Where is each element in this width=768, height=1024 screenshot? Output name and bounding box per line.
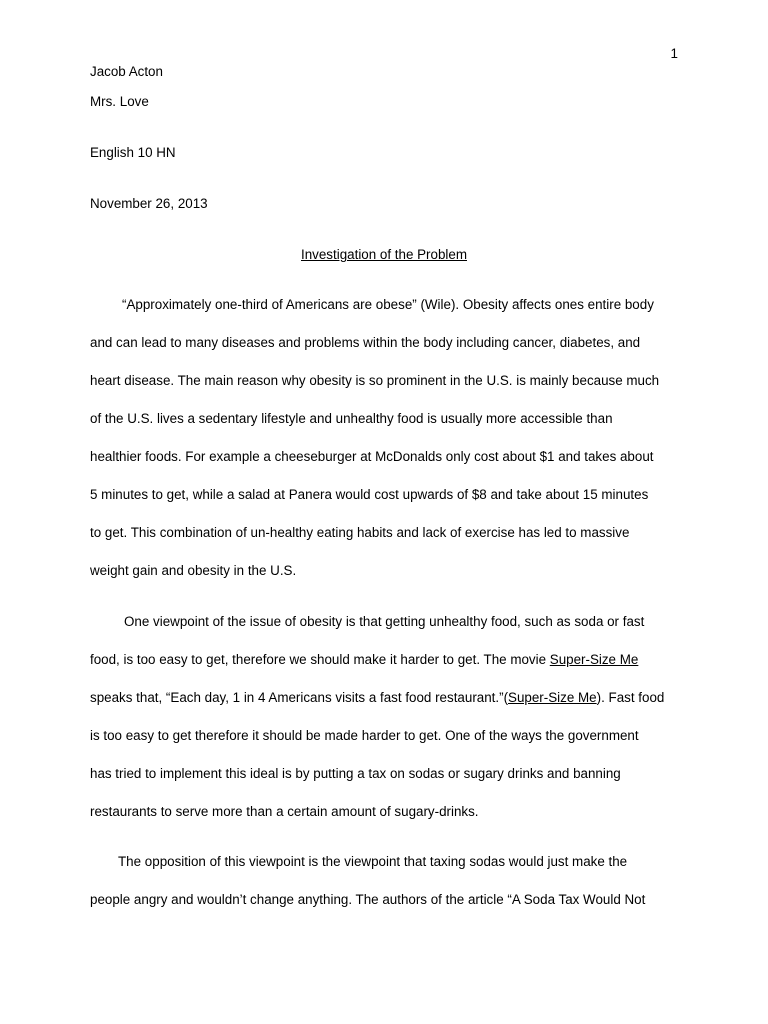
paragraph-2-line-3 [90, 690, 664, 705]
paragraph-1-line-5: healthier foods. For example a cheeseburger at McDonalds only cost about $1 and takes about [90, 449, 654, 464]
paragraph-3-line-2: people angry and wouldn’t change anything. The authors of the article “A Soda Tax Would Not [90, 892, 646, 907]
essay-title-text: Investigation of the Problem [301, 247, 467, 262]
essay-title [0, 247, 768, 262]
paragraph-1-line-7: to get. This combination of un-healthy eating habits and lack of exercise has led to massive [90, 525, 630, 540]
paragraph-2-line-6: restaurants to serve more than a certain amount of sugary-drinks. [90, 804, 479, 819]
document-date: November 26, 2013 [90, 196, 208, 211]
paragraph-2-line-2-text: food, is too easy to get, therefore we should make it harder to get. The movie [90, 652, 550, 667]
student-name: Jacob Acton [90, 64, 163, 79]
teacher-name: Mrs. Love [90, 94, 149, 109]
paragraph-2-line-4: is too easy to get therefore it should be made harder to get. One of the ways the government [90, 728, 639, 743]
paragraph-1-line-2: and can lead to many diseases and problems within the body including cancer, diabetes, and [90, 335, 641, 350]
paragraph-2-line-5: has tried to implement this ideal is by putting a tax on sodas or sugary drinks and banning [90, 766, 621, 781]
movie-citation: Super-Size Me [508, 690, 597, 705]
movie-title: Super-Size Me [549, 652, 639, 667]
page-number: 1 [670, 46, 678, 61]
paragraph-1-line-8: weight gain and obesity in the U.S. [90, 563, 297, 578]
paragraph-3-line-1: The opposition of this viewpoint is the viewpoint that taxing sodas would just make the [118, 854, 628, 869]
paragraph-1-line-3: heart disease. The main reason why obesity is so prominent in the U.S. is mainly because much [90, 373, 660, 388]
paragraph-1-line-1: “Approximately one-third of Americans are obese” (Wile). Obesity affects ones entire body [122, 297, 654, 312]
paragraph-1-line-4: of the U.S. lives a sedentary lifestyle and unhealthy food is usually more accessible than [90, 411, 613, 426]
paragraph-2-line-3-text: speaks that, “Each day, 1 in 4 Americans visits a fast food restaurant.”( [90, 690, 509, 705]
paragraph-1-line-6: 5 minutes to get, while a salad at Panera would cost upwards of $8 and take about 15 minutes [90, 487, 649, 502]
paragraph-2-line-3-tail: ). Fast food [596, 690, 665, 705]
paragraph-2-line-2 [90, 652, 638, 667]
paragraph-2-line-1: One viewpoint of the issue of obesity is that getting unhealthy food, such as soda or fast [124, 614, 645, 629]
course-name: English 10 HN [90, 145, 176, 160]
